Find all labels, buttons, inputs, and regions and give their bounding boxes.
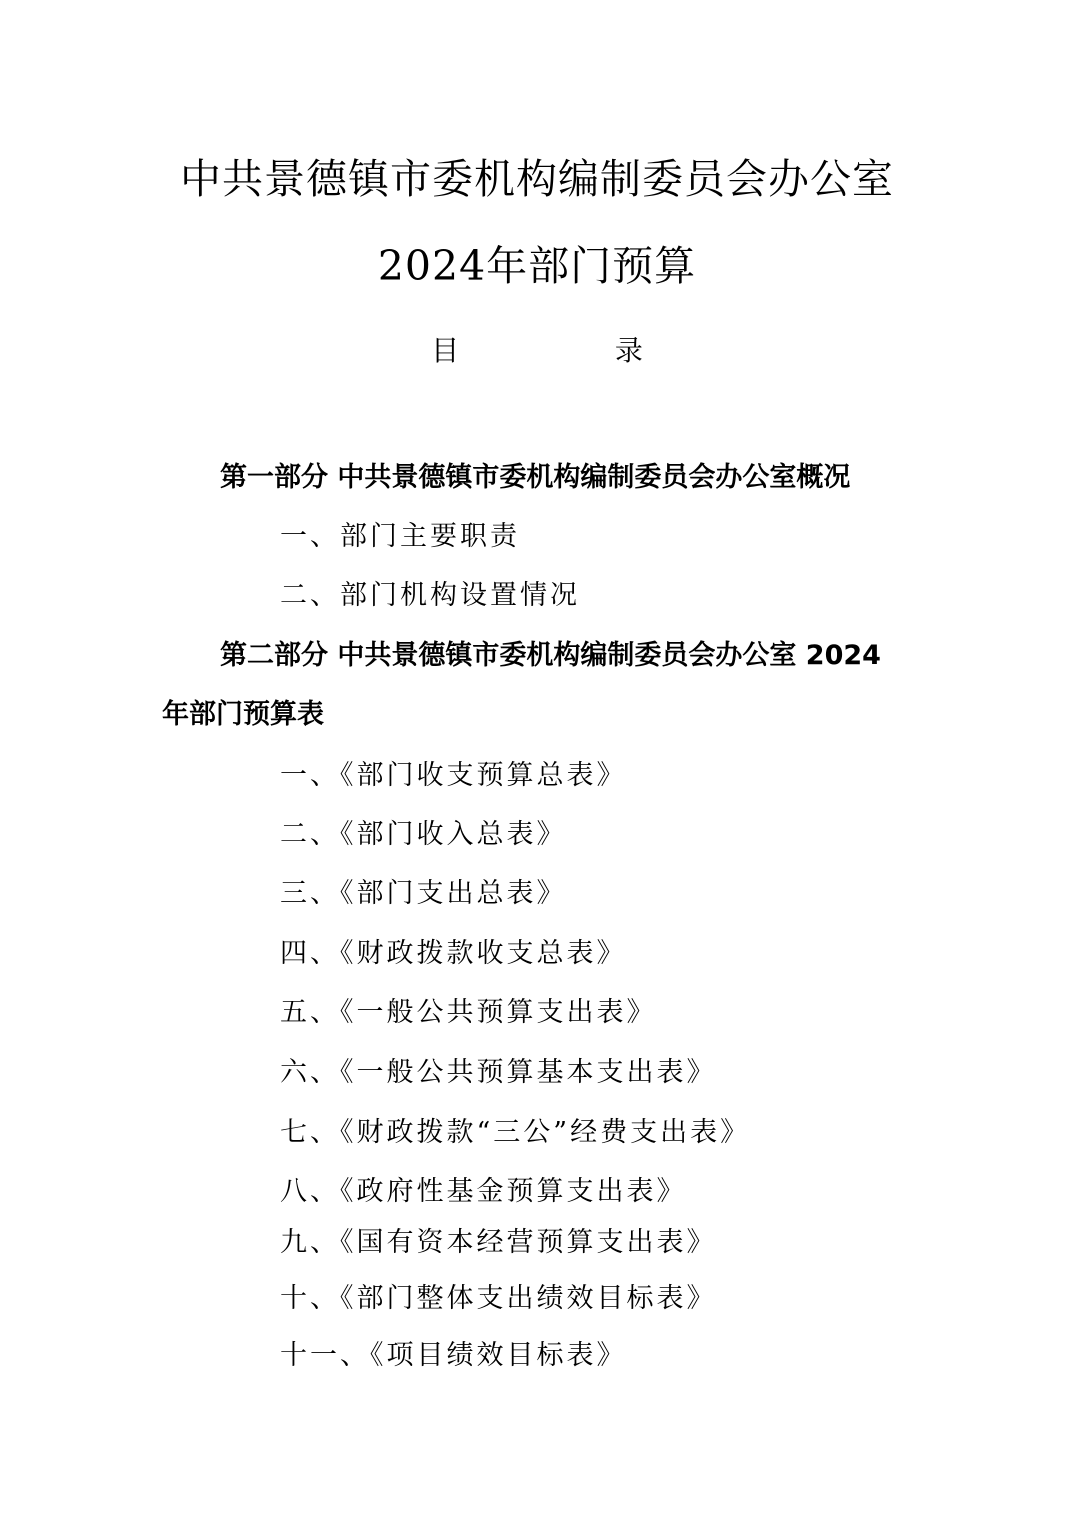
toc-item: 六、《一般公共预算基本支出表》: [280, 1057, 717, 1088]
toc-item: 七、《财政拨款“三公”经费支出表》: [280, 1117, 751, 1148]
toc-item: 十、《部门整体支出绩效目标表》: [280, 1283, 717, 1314]
toc-item: 五、《一般公共预算支出表》: [280, 997, 657, 1028]
toc-item: 八、《政府性基金预算支出表》: [280, 1176, 687, 1207]
toc-heading-char1: 目: [431, 334, 460, 367]
toc-item: 二、部门机构设置情况: [280, 580, 580, 611]
toc-item: 一、《部门收支预算总表》: [280, 760, 627, 791]
toc-heading: [0, 329, 1074, 369]
part1-heading: 第一部分 中共景德镇市委机构编制委员会办公室概况: [220, 462, 851, 493]
document-title-line1: 中共景德镇市委机构编制委员会办公室: [180, 155, 894, 203]
part2-heading-line1: 第二部分 中共景德镇市委机构编制委员会办公室 2024: [220, 640, 881, 671]
toc-item: 一、部门主要职责: [280, 521, 520, 552]
toc-heading-char2: 录: [614, 334, 643, 367]
toc-item: 三、《部门支出总表》: [280, 878, 567, 909]
document-title-line2: 2024年部门预算: [377, 242, 697, 290]
toc-item: 九、《国有资本经营预算支出表》: [280, 1227, 717, 1258]
toc-item: 二、《部门收入总表》: [280, 819, 567, 850]
toc-item: 四、《财政拨款收支总表》: [280, 938, 627, 969]
toc-item: 十一、《项目绩效目标表》: [280, 1340, 627, 1371]
part2-heading-line2: 年部门预算表: [162, 699, 324, 730]
